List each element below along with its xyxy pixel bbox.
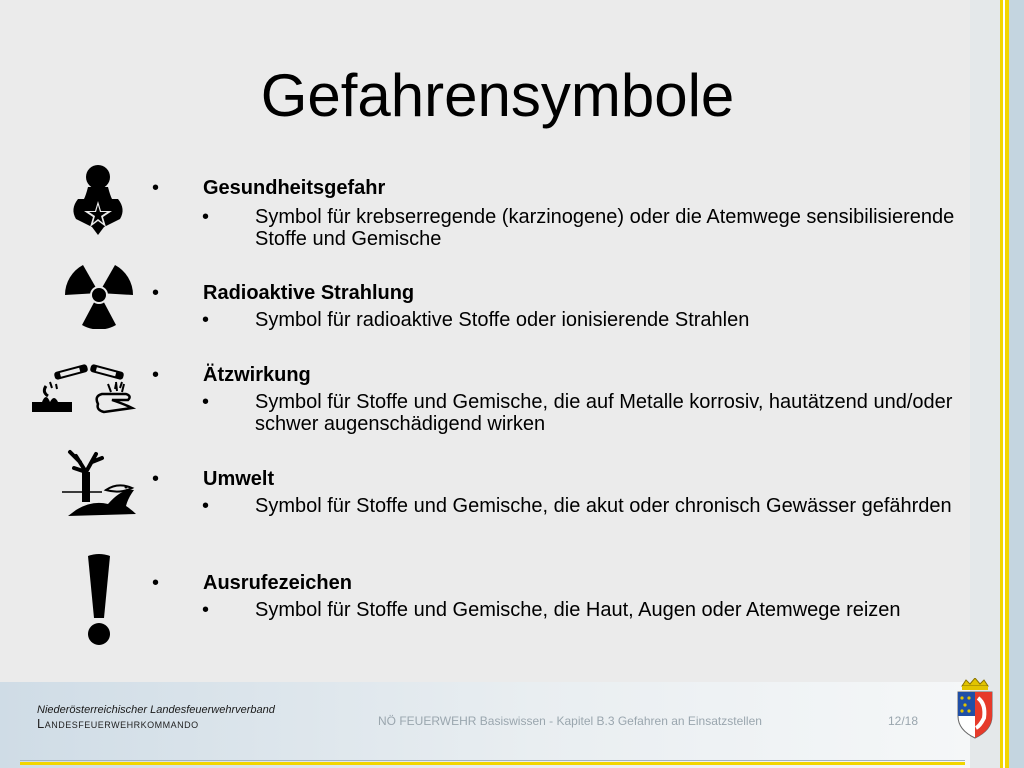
- org-subtitle: Landesfeuerwehrkommando: [37, 716, 199, 731]
- item-heading: Umwelt: [203, 468, 275, 490]
- sub-bullet: •: [202, 391, 210, 413]
- item-heading: Gesundheitsgefahr: [203, 177, 386, 199]
- side-stripe-white: [1003, 0, 1005, 768]
- sub-bullet: •: [202, 309, 210, 331]
- item-description: Symbol für krebserregende (karzinogene) oder die Atemwege sensibilisierende Stoffe und Gemische: [255, 206, 955, 250]
- course-title: NÖ FEUERWEHR Basiswissen - Kapitel B.3 Gefahren an Einsatzstellen: [378, 714, 762, 728]
- page-title: Gefahrensymbole: [260, 62, 735, 129]
- item-description: Symbol für Stoffe und Gemische, die Haut, Augen oder Atemwege reizen: [255, 599, 901, 621]
- exclamation-icon: [84, 552, 114, 648]
- item-heading: Ätzwirkung: [203, 364, 311, 386]
- sub-bullet: •: [202, 599, 210, 621]
- health-hazard-icon: [70, 163, 126, 235]
- side-stripe-blue: [1009, 0, 1024, 768]
- sub-bullet: •: [202, 495, 210, 517]
- environment-icon: [62, 448, 138, 520]
- footer-divider: [20, 760, 965, 761]
- item-description: Symbol für Stoffe und Gemische, die auf Metalle korrosiv, hautätzend und/oder schwer augenschädigend wirken: [255, 391, 953, 435]
- radiation-icon: [62, 263, 136, 329]
- corrosive-icon: [28, 362, 138, 418]
- item-heading: Ausrufezeichen: [203, 572, 352, 594]
- page-number: 12/18: [888, 714, 919, 728]
- bullet: •: [152, 177, 160, 199]
- bullet: •: [152, 364, 160, 386]
- item-description: Symbol für Stoffe und Gemische, die akut oder chronisch Gewässer gefährden: [255, 495, 952, 517]
- coat-of-arms-logo: [954, 678, 996, 744]
- org-name: Niederösterreichischer Landesfeuerwehrverband: [37, 704, 275, 716]
- footer-accent-line: [20, 762, 965, 765]
- bullet: •: [152, 282, 160, 304]
- sub-bullet: •: [202, 206, 210, 228]
- bullet: •: [152, 572, 160, 594]
- bullet: •: [152, 468, 160, 490]
- item-description: Symbol für radioaktive Stoffe oder ionisierende Strahlen: [255, 309, 750, 331]
- item-heading: Radioaktive Strahlung: [203, 282, 415, 304]
